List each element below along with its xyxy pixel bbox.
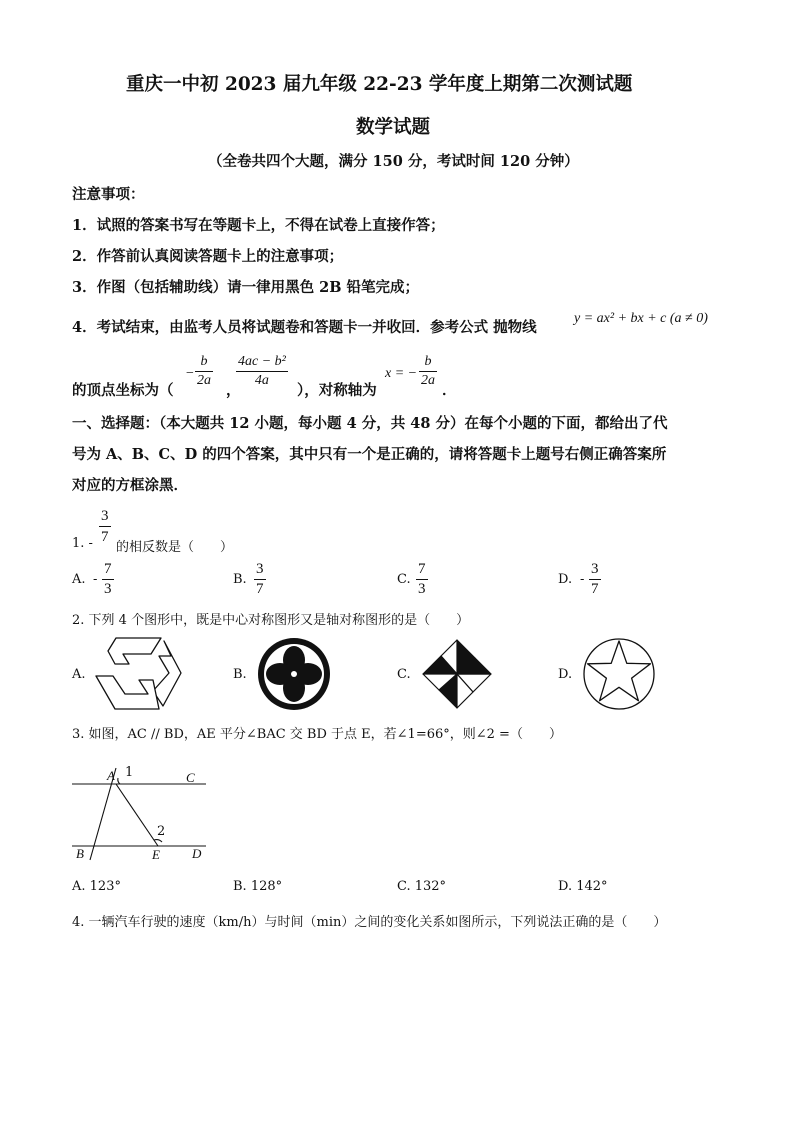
vertex-separator: ， — [226, 382, 241, 399]
exam-subtitle: （全卷共四个大题，满分 150 分，考试时间 120 分钟） — [208, 153, 579, 170]
q1-option-b-letter: B. — [233, 572, 247, 587]
note-item-3: 3．作图（包括辅助线）请一律用黑色 2B 铅笔完成； — [72, 279, 420, 296]
q3-label-2: 2 — [157, 824, 166, 839]
q2-option-c[interactable] — [397, 667, 411, 682]
q3-option-b[interactable] — [233, 879, 282, 894]
q1-option-c[interactable] — [397, 572, 411, 587]
q1-option-a-fraction — [102, 561, 114, 598]
notes-heading: 注意事项： — [72, 186, 145, 203]
note-item-2: 2．作答前认真阅读答题卡上的注意事项； — [72, 248, 344, 265]
q1-prefix: 1. - — [72, 536, 93, 551]
q3-option-a-text: A. 123° — [72, 879, 121, 894]
q3-label-e: E — [152, 847, 160, 862]
vertex-x-denominator: 2a — [197, 373, 211, 388]
q1-option-b[interactable] — [233, 572, 247, 587]
axis-label: ），对称轴为 — [297, 382, 377, 399]
q1-option-d-letter: D. — [558, 572, 573, 587]
figure-b-circle-flower — [256, 636, 332, 712]
q3-option-a[interactable] — [72, 879, 121, 894]
q3-label-b: B — [76, 846, 84, 861]
figure-a-hexagon-triskelion — [93, 636, 183, 712]
q1-option-c-letter: C. — [397, 572, 411, 587]
q3-option-b-text: B. 128° — [233, 879, 283, 894]
vertex-x-numerator: b — [200, 354, 208, 369]
q3-text: 3. 如图，AC // BD，AE 平分∠BAC 交 BD 于点 E，若∠1=66°，则∠2 =（ ） — [72, 727, 562, 742]
vertex-label: 的顶点坐标为（ — [72, 382, 174, 399]
note-item-4: 4．考试结束，由监考人员将试题卷和答题卡一并收回．参考公式 抛物线 — [72, 319, 537, 336]
q3-label-a: A — [107, 768, 115, 783]
q1-option-a-num: 7 — [104, 561, 112, 577]
q1-option-d-sign: - — [580, 572, 585, 587]
q1-denominator: 7 — [101, 529, 109, 545]
q1-option-d-fraction — [589, 561, 601, 598]
q3-option-d[interactable] — [558, 879, 608, 894]
q2-option-a-letter: A. — [72, 667, 86, 682]
q3-option-c-text: C. 132° — [397, 879, 447, 894]
q1-option-b-fraction — [254, 561, 266, 598]
q1-option-b-num: 3 — [256, 561, 264, 577]
q3-label-d: D — [192, 846, 202, 861]
q1-option-a-sign: - — [93, 572, 98, 587]
q1-option-a-den: 3 — [104, 581, 112, 597]
figure-d-star-circle — [581, 636, 657, 712]
q1-option-c-num: 7 — [418, 561, 426, 577]
section1-line-1: 一、选择题：（本大题共 12 小题，每小题 4 分，共 48 分）在每个小题的下面，都给出了代 — [72, 415, 668, 432]
q2-option-d-letter: D. — [558, 667, 573, 682]
q1-option-d-num: 3 — [591, 561, 599, 577]
axis-denominator: 2a — [421, 373, 435, 388]
q1-option-d-den: 7 — [591, 581, 599, 597]
vertex-y-denominator: 4a — [254, 373, 269, 388]
q3-label-c: C — [186, 770, 195, 785]
q2-option-a[interactable] — [72, 667, 86, 682]
vertex-x-fraction — [195, 354, 213, 389]
q2-option-b-letter: B. — [233, 667, 247, 682]
q3-label-1: 1 — [125, 765, 134, 780]
q1-option-b-den: 7 — [256, 581, 264, 597]
figure-c-pinwheel — [419, 636, 495, 712]
q3-option-c[interactable] — [397, 879, 446, 894]
q1-fraction — [99, 507, 111, 546]
q3-option-d-text: D. 142° — [558, 879, 608, 894]
axis-fraction — [419, 354, 437, 389]
exam-title: 重庆一中初 2023 届九年级 22-23 学年度上期第二次测试题 — [126, 74, 633, 95]
vertex-y-fraction — [236, 354, 288, 389]
vertex-x-minus: − — [186, 366, 194, 381]
note-item-1: 1．试照的答案书写在等题卡上，不得在试卷上直接作答； — [72, 217, 445, 234]
q1-option-a[interactable] — [72, 572, 86, 587]
q4-text: 4. 一辆汽车行驶的速度（km/h）与时间（min）之间的变化关系如图所示，下列说法正确的是（ ） — [72, 915, 667, 930]
axis-lhs: x = − — [385, 366, 418, 381]
subject-title: 数学试题 — [356, 117, 431, 138]
vertex-y-numerator: 4ac − b² — [238, 354, 286, 369]
q2-option-b[interactable] — [233, 667, 247, 682]
q1-numerator: 3 — [101, 508, 109, 524]
q1-option-c-fraction — [416, 561, 428, 598]
q1-option-c-den: 3 — [418, 581, 426, 597]
axis-numerator: b — [424, 354, 432, 369]
q2-text: 2. 下列 4 个图形中，既是中心对称图形又是轴对称图形的是（ ） — [72, 613, 470, 628]
q2-option-d[interactable] — [558, 667, 572, 682]
parabola-formula: y = ax² + bx + c (a ≠ 0) — [574, 311, 708, 326]
axis-period: ． — [442, 382, 457, 399]
q2-option-c-letter: C. — [397, 667, 411, 682]
q1-option-a-letter: A. — [72, 572, 86, 587]
section1-line-2: 号为 A、B、C、D 的四个答案，其中只有一个是正确的，请将答题卡上题号右侧正确答案所 — [72, 446, 667, 463]
q1-suffix: 的相反数是（ ） — [116, 540, 234, 555]
section1-line-3: 对应的方框涂黑． — [72, 477, 188, 494]
q1-option-d[interactable] — [558, 572, 572, 587]
